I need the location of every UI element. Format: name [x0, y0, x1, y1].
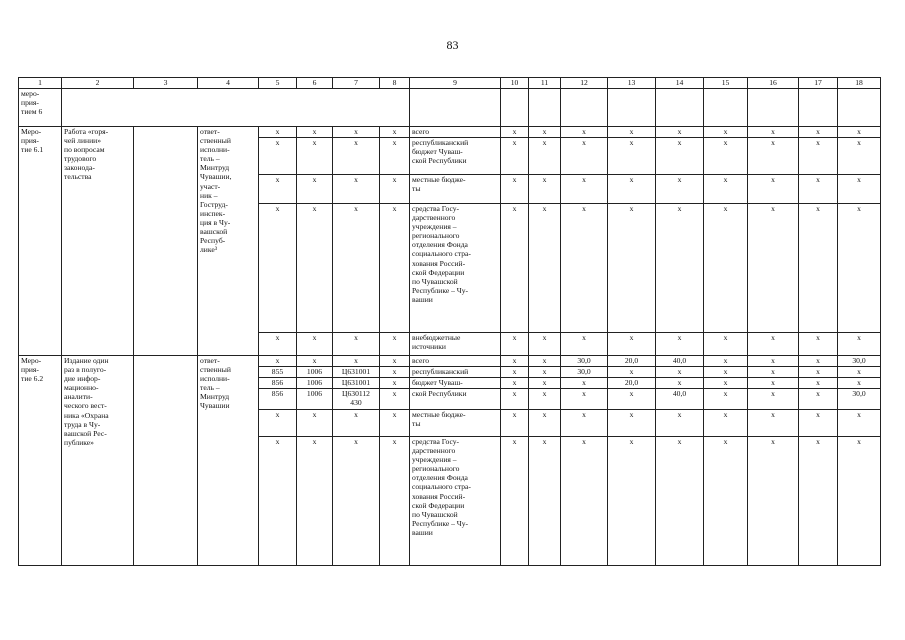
continuation-blank — [561, 89, 608, 127]
funding-source: местные бюдже- ты — [410, 410, 501, 437]
continuation-blank — [62, 89, 410, 127]
code-expense-group: х — [380, 333, 410, 356]
code-expense-group: х — [380, 389, 410, 410]
code-target-article: х — [333, 410, 380, 437]
continuation-row — [19, 89, 881, 127]
year-value: х — [704, 437, 748, 566]
code-expense-group: х — [380, 356, 410, 367]
year-value: х — [501, 437, 529, 566]
year-value: х — [799, 127, 838, 138]
year-value: х — [704, 333, 748, 356]
year-value: х — [501, 410, 529, 437]
code-expense-group: х — [380, 127, 410, 138]
year-value: х — [704, 356, 748, 367]
year-value: х — [704, 175, 748, 204]
column-number: 9 — [410, 78, 501, 89]
year-value: х — [838, 204, 881, 333]
code-grbs: 855 — [259, 367, 297, 378]
year-value: х — [501, 389, 529, 410]
code-target-article: Ц631001 — [333, 378, 380, 389]
year-value: х — [501, 333, 529, 356]
table-row — [19, 356, 881, 367]
year-value: х — [838, 333, 881, 356]
year-value: х — [704, 138, 748, 175]
code-target-article: х — [333, 437, 380, 566]
year-value: х — [748, 175, 799, 204]
year-value: х — [561, 175, 608, 204]
column-number: 14 — [656, 78, 704, 89]
year-value: х — [748, 356, 799, 367]
year-value: х — [838, 175, 881, 204]
year-value: х — [608, 410, 656, 437]
year-value: х — [656, 138, 704, 175]
code-expense-group: х — [380, 378, 410, 389]
code-section: 1006 — [297, 378, 333, 389]
year-value: х — [799, 367, 838, 378]
year-value: х — [748, 437, 799, 566]
year-value: х — [561, 138, 608, 175]
code-target-article: х — [333, 127, 380, 138]
code-grbs: х — [259, 204, 297, 333]
year-value: х — [561, 204, 608, 333]
continuation-blank — [608, 89, 656, 127]
year-value: х — [529, 175, 561, 204]
column-numbers-row — [19, 78, 881, 89]
continuation-blank — [656, 89, 704, 127]
year-value: х — [608, 437, 656, 566]
continuation-blank — [748, 89, 799, 127]
year-value: х — [529, 356, 561, 367]
year-value: х — [838, 410, 881, 437]
year-value: х — [501, 127, 529, 138]
year-value: х — [748, 333, 799, 356]
year-value: х — [529, 127, 561, 138]
code-target-article: х — [333, 175, 380, 204]
year-value: х — [704, 378, 748, 389]
code-grbs: х — [259, 333, 297, 356]
code-section: х — [297, 127, 333, 138]
code-target-article: х — [333, 333, 380, 356]
year-value: х — [561, 127, 608, 138]
year-value: 30,0 — [838, 389, 881, 410]
responsible-executor: ответ- ственный исполни- тель – Минтруд Чувашии — [198, 356, 259, 566]
code-section: х — [297, 410, 333, 437]
year-value: х — [748, 138, 799, 175]
year-value: х — [501, 367, 529, 378]
year-value: х — [529, 204, 561, 333]
year-value: х — [799, 204, 838, 333]
code-expense-group: х — [380, 175, 410, 204]
year-value: х — [529, 333, 561, 356]
year-value: х — [838, 127, 881, 138]
code-grbs: 856 — [259, 378, 297, 389]
year-value: х — [561, 437, 608, 566]
measure-label: Меро- прия- тие 6.1 — [19, 127, 62, 356]
year-value: х — [501, 356, 529, 367]
year-value: х — [529, 410, 561, 437]
year-value: х — [529, 389, 561, 410]
year-value: х — [748, 127, 799, 138]
column-number: 3 — [134, 78, 198, 89]
year-value: х — [748, 204, 799, 333]
page-number: 83 — [446, 38, 459, 52]
year-value: 40,0 — [656, 356, 704, 367]
year-value: х — [656, 127, 704, 138]
year-value: 30,0 — [838, 356, 881, 367]
year-value: х — [799, 333, 838, 356]
year-value: 30,0 — [561, 367, 608, 378]
year-value: х — [656, 175, 704, 204]
year-value: х — [529, 437, 561, 566]
year-value: х — [561, 389, 608, 410]
year-value: х — [501, 138, 529, 175]
funding-source: всего — [410, 127, 501, 138]
code-target-article: Ц631001 — [333, 367, 380, 378]
year-value: х — [838, 367, 881, 378]
year-value: х — [608, 127, 656, 138]
funding-source: внебюджетные источники — [410, 333, 501, 356]
funding-source: средства Госу- дарственного учреждения – регионального отделения Фонда социального стра- хования Россий- ской Федерации по Чувашской Республике – Чу- вашии — [410, 204, 501, 333]
year-value: х — [704, 367, 748, 378]
year-value: х — [748, 410, 799, 437]
measure-title: Издание один раз в полуго- дие инфор- мационно- аналити- ческого вест- ника «Охрана труда в Чу- вашской Рес- публике» — [62, 356, 134, 566]
funding-source: бюджет Чуваш- — [410, 378, 501, 389]
year-value: х — [704, 389, 748, 410]
funding-source: республиканский — [410, 367, 501, 378]
column-number: 10 — [501, 78, 529, 89]
year-value: х — [704, 204, 748, 333]
year-value: х — [838, 437, 881, 566]
code-grbs: х — [259, 410, 297, 437]
year-value: х — [748, 367, 799, 378]
year-value: х — [608, 389, 656, 410]
code-grbs: х — [259, 175, 297, 204]
responsible-executor: ответ- ственный исполни- тель – Минтруд Чувашии, участ- ник – Гоструд- инспек- ция в Чу- вашской Респуб- лике³ — [198, 127, 259, 356]
continuation-label: меро- прия- тием 6 — [19, 89, 62, 127]
year-value: х — [656, 367, 704, 378]
year-value: х — [529, 378, 561, 389]
year-value: х — [656, 204, 704, 333]
year-value: х — [704, 410, 748, 437]
year-value: х — [608, 138, 656, 175]
year-value: 30,0 — [561, 356, 608, 367]
code-grbs: х — [259, 356, 297, 367]
code-grbs: х — [259, 127, 297, 138]
table-row — [19, 127, 881, 138]
column-number: 7 — [333, 78, 380, 89]
column-number: 17 — [799, 78, 838, 89]
code-grbs: х — [259, 138, 297, 175]
code-expense-group: х — [380, 367, 410, 378]
funding-source: местные бюдже- ты — [410, 175, 501, 204]
year-value: 20,0 — [608, 378, 656, 389]
year-value: х — [799, 138, 838, 175]
code-section: 1006 — [297, 367, 333, 378]
code-expense-group: х — [380, 410, 410, 437]
column-number: 16 — [748, 78, 799, 89]
continuation-blank — [529, 89, 561, 127]
code-grbs: 856 — [259, 389, 297, 410]
code-expense-group: х — [380, 437, 410, 566]
column-number: 2 — [62, 78, 134, 89]
year-value: х — [561, 333, 608, 356]
funding-source: средства Госу- дарственного учреждения – регионального отделения Фонда социального стра- хования Россий- ской Федерации по Чувашской Республике – Чу- вашии — [410, 437, 501, 566]
continuation-blank — [501, 89, 529, 127]
code-grbs: х — [259, 437, 297, 566]
year-value: х — [799, 175, 838, 204]
code-section: х — [297, 175, 333, 204]
year-value: х — [529, 367, 561, 378]
year-value: х — [561, 410, 608, 437]
continuation-blank — [838, 89, 881, 127]
column-number: 18 — [838, 78, 881, 89]
year-value: х — [529, 138, 561, 175]
measure-title: Работа «горя- чей линии» по вопросам трудового законода- тельства — [62, 127, 134, 356]
code-section: х — [297, 333, 333, 356]
year-value: х — [838, 138, 881, 175]
year-value: х — [799, 437, 838, 566]
column-number: 8 — [380, 78, 410, 89]
year-value: 40,0 — [656, 389, 704, 410]
code-expense-group: х — [380, 204, 410, 333]
year-value: х — [799, 378, 838, 389]
year-value: х — [799, 389, 838, 410]
code-section: х — [297, 204, 333, 333]
code-target-article: Ц630112 430 — [333, 389, 380, 410]
code-target-article: х — [333, 138, 380, 175]
year-value: х — [656, 437, 704, 566]
year-value: х — [704, 127, 748, 138]
year-value: х — [799, 410, 838, 437]
year-value: х — [656, 378, 704, 389]
year-value: х — [608, 333, 656, 356]
year-value: х — [799, 356, 838, 367]
column-number: 6 — [297, 78, 333, 89]
blank-cell — [134, 356, 198, 566]
column-number: 11 — [529, 78, 561, 89]
year-value: х — [608, 204, 656, 333]
year-value: х — [561, 378, 608, 389]
year-value: х — [608, 175, 656, 204]
column-number: 13 — [608, 78, 656, 89]
blank-cell — [134, 127, 198, 356]
year-value: 20,0 — [608, 356, 656, 367]
column-number: 1 — [19, 78, 62, 89]
funding-source: всего — [410, 356, 501, 367]
code-section: 1006 — [297, 389, 333, 410]
year-value: х — [501, 204, 529, 333]
code-section: х — [297, 356, 333, 367]
year-value: х — [501, 175, 529, 204]
year-value: х — [838, 378, 881, 389]
column-number: 12 — [561, 78, 608, 89]
year-value: х — [501, 378, 529, 389]
continuation-blank — [704, 89, 748, 127]
funding-source: республиканский бюджет Чуваш- ской Республики — [410, 138, 501, 175]
funding-source: ской Республики — [410, 389, 501, 410]
program-table — [18, 77, 881, 566]
year-value: х — [748, 389, 799, 410]
year-value: х — [656, 410, 704, 437]
code-section: х — [297, 437, 333, 566]
column-number: 15 — [704, 78, 748, 89]
column-number: 4 — [198, 78, 259, 89]
code-expense-group: х — [380, 138, 410, 175]
measure-label: Меро- прия- тие 6.2 — [19, 356, 62, 566]
year-value: х — [608, 367, 656, 378]
code-target-article: х — [333, 204, 380, 333]
year-value: х — [656, 333, 704, 356]
continuation-blank — [799, 89, 838, 127]
continuation-blank — [410, 89, 501, 127]
code-target-article: х — [333, 356, 380, 367]
code-section: х — [297, 138, 333, 175]
column-number: 5 — [259, 78, 297, 89]
year-value: х — [748, 378, 799, 389]
